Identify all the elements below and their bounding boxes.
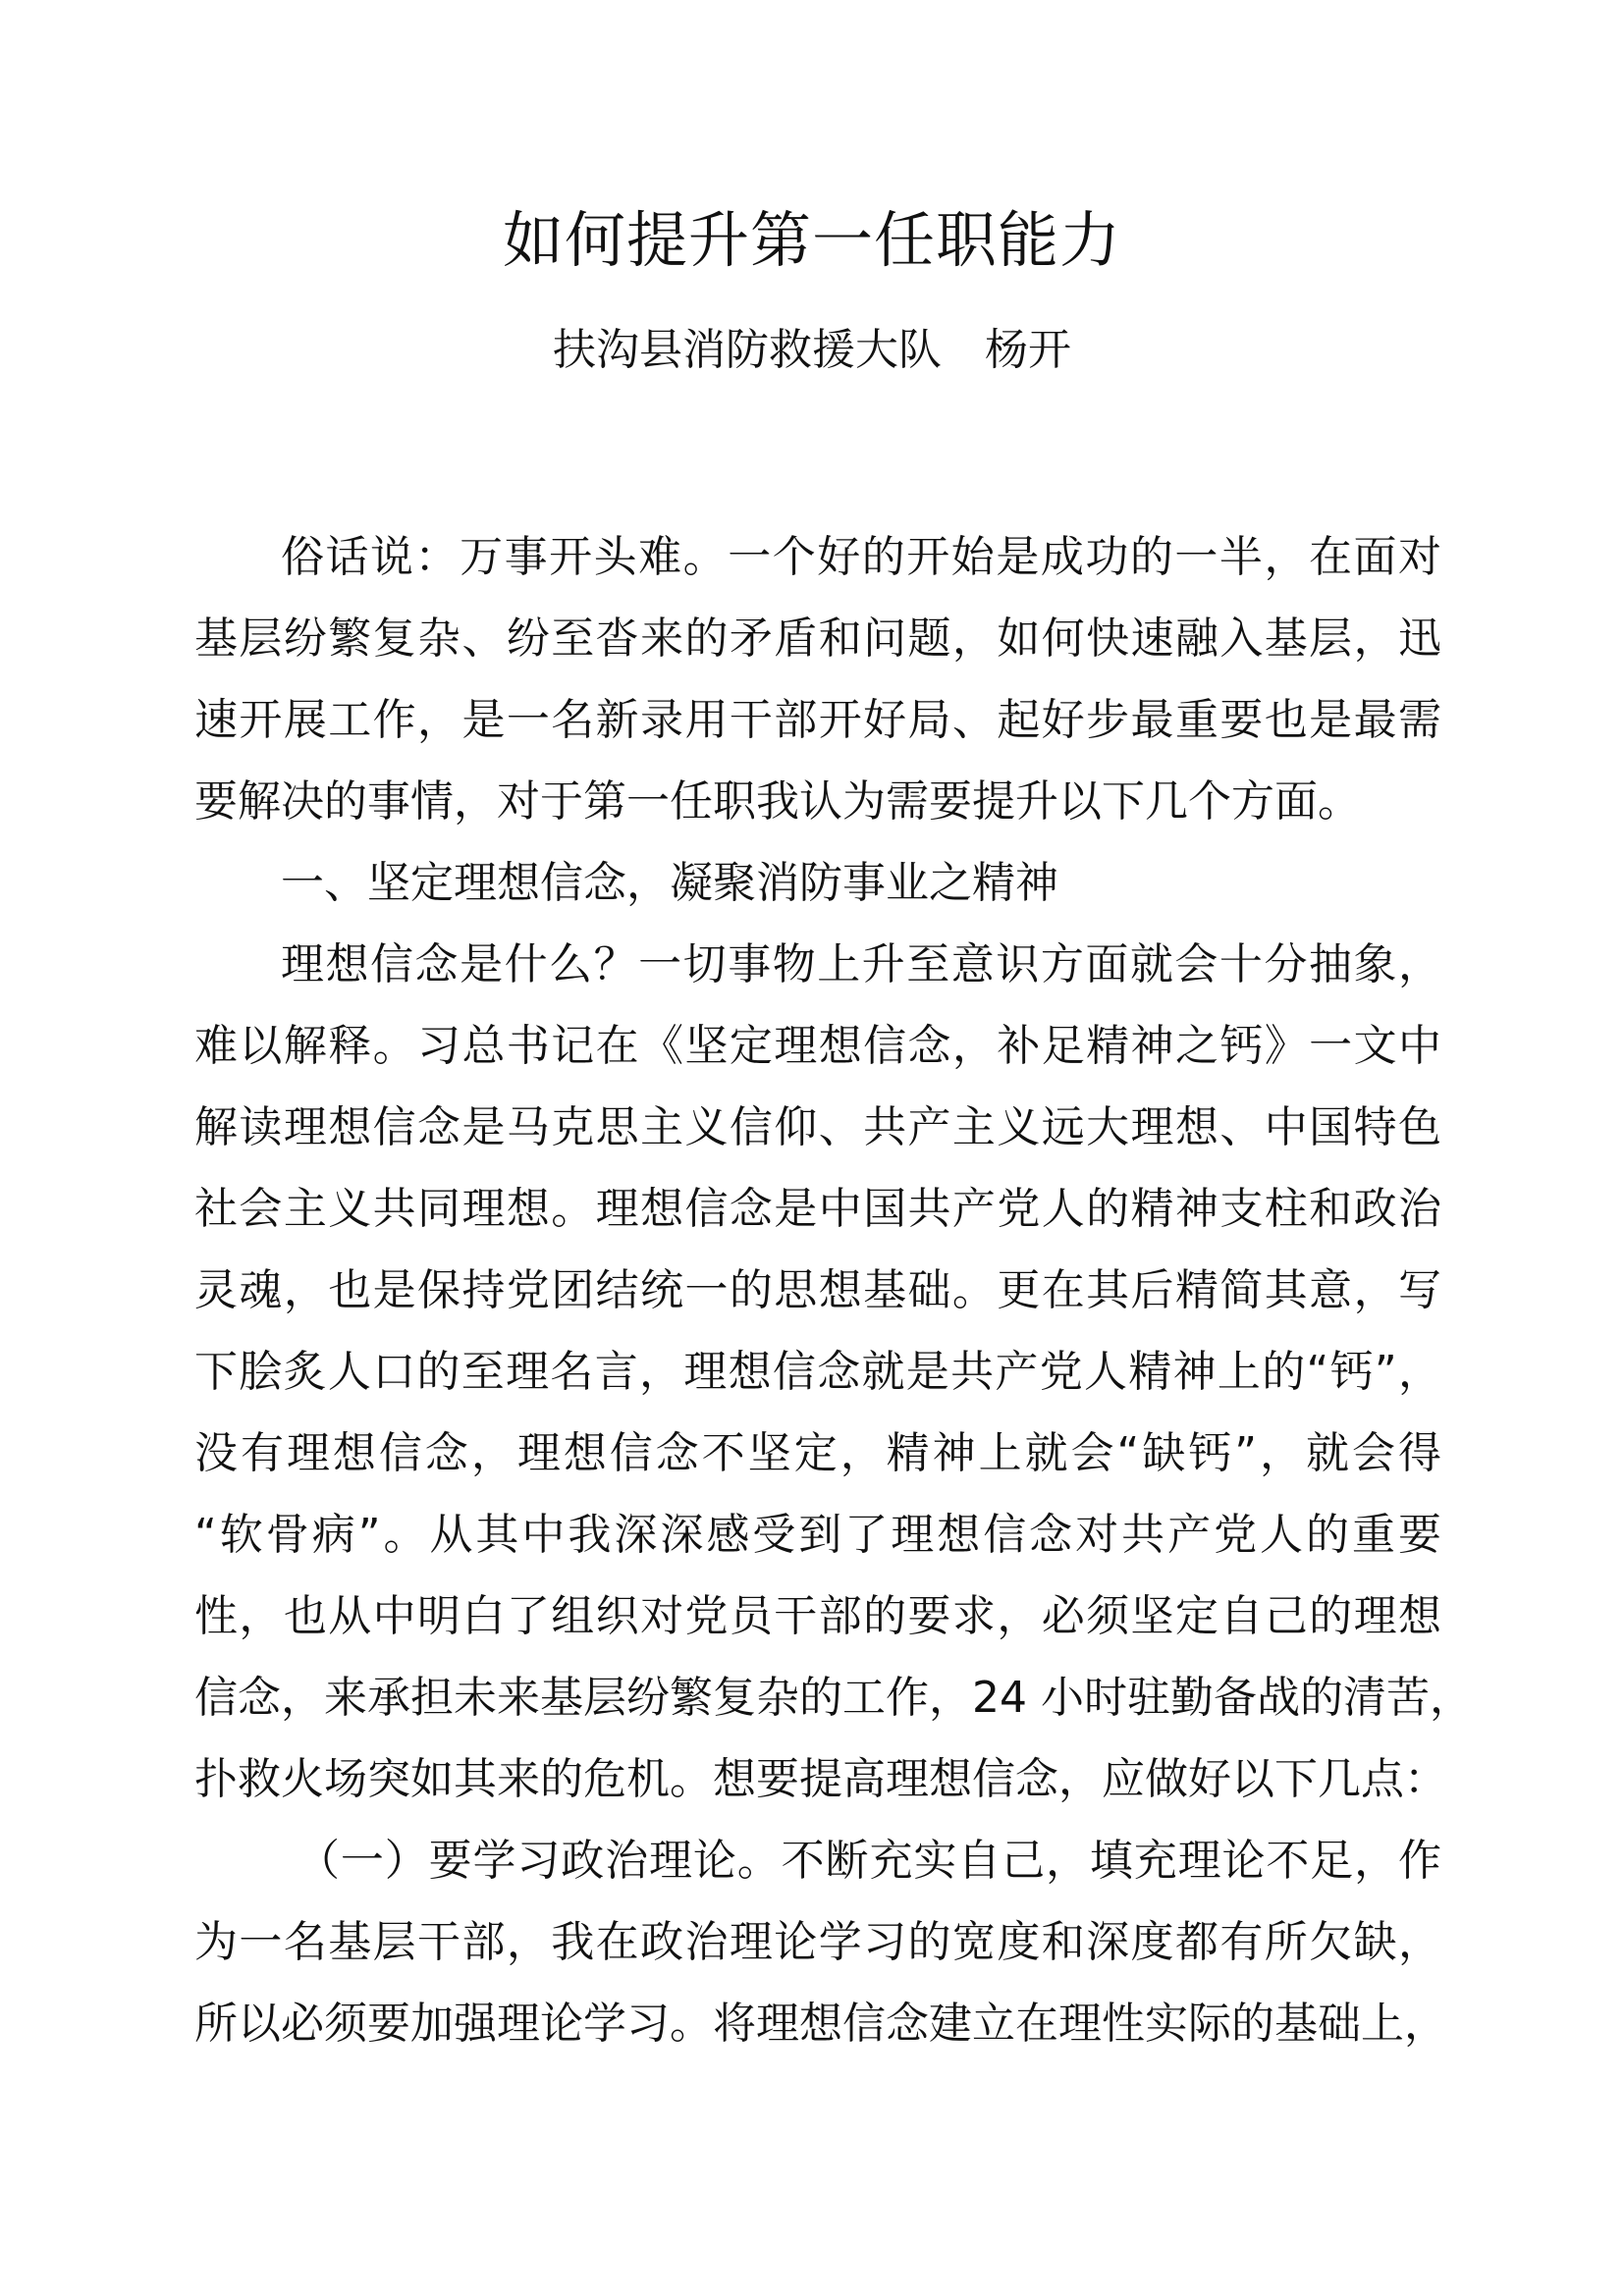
paragraph-line: 速开展工作，是一名新录用干部开好局、起好步最重要也是最需 xyxy=(194,695,1441,745)
paragraph-line: 所以必须要加强理论学习。将理想信念建立在理性实际的基础上， xyxy=(194,1999,1447,2049)
paragraph-line: 性，也从中明白了组织对党员干部的要求，必须坚定自己的理想 xyxy=(194,1591,1441,1641)
author-byline xyxy=(0,316,1624,385)
section-heading: 一、坚定理想信念，凝聚消防事业之精神 xyxy=(281,858,1058,908)
paragraph-line: 没有理想信念，理想信念不坚定，精神上就会“缺钙”，就会得 xyxy=(194,1428,1441,1478)
document-body xyxy=(194,516,1473,2064)
paragraph-line: 扑救火场突如其来的危机。想要提高理想信念，应做好以下几点： xyxy=(194,1754,1447,1804)
paragraph-line: 要解决的事情，对于第一任职我认为需要提升以下几个方面。 xyxy=(194,776,1361,827)
paragraph-line: 信念，来承担未来基层纷繁复杂的工作，24 小时驻勤备战的清苦， xyxy=(194,1673,1473,1723)
paragraph-line: 俗话说：万事开头难。一个好的开始是成功的一半，在面对 xyxy=(281,532,1441,582)
paragraph-line: 社会主义共同理想。理想信念是中国共产党人的精神支柱和政治 xyxy=(194,1184,1441,1234)
document-title: 如何提升第一任职能力 xyxy=(502,204,1121,276)
author-name: 杨开 xyxy=(985,325,1071,375)
author-organization: 扶沟县消防救援大队 xyxy=(553,325,942,375)
subsection-line: （一）要学习政治理论。不断充实自己，填充理论不足，作 xyxy=(297,1836,1441,1886)
paragraph-line: 难以解释。习总书记在《坚定理想信念，补足精神之钙》一文中 xyxy=(194,1021,1441,1071)
paragraph-line: 基层纷繁复杂、纷至沓来的矛盾和问题，如何快速融入基层，迅 xyxy=(194,614,1441,664)
paragraph-line: 解读理想信念是马克思主义信仰、共产主义远大理想、中国特色 xyxy=(194,1102,1441,1152)
paragraph-line: 为一名基层干部，我在政治理论学习的宽度和深度都有所欠缺， xyxy=(194,1917,1441,1967)
paragraph-line: 灵魂，也是保持党团结统一的思想基础。更在其后精简其意，写 xyxy=(194,1265,1441,1315)
paragraph-line: “软骨病”。从其中我深深感受到了理想信念对共产党人的重要 xyxy=(194,1510,1441,1560)
paragraph-line: 下脍炙人口的至理名言，理想信念就是共产党人精神上的“钙”， xyxy=(194,1347,1441,1397)
paragraph-line: 理想信念是什么？一切事物上升至意识方面就会十分抽象， xyxy=(281,939,1441,989)
